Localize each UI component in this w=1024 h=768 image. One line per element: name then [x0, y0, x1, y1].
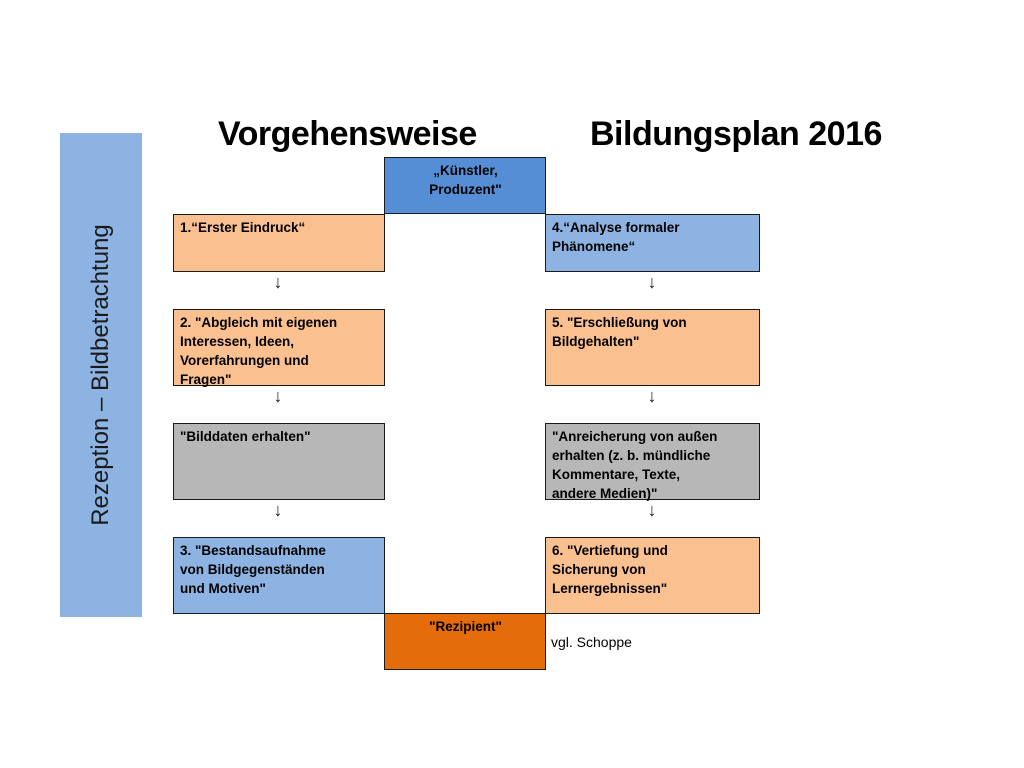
step1-label: 1.“Erster Eindruck“ — [180, 220, 306, 235]
step3-label: 3. "Bestandsaufnahme von Bildgegenständen und Motiven" — [180, 543, 326, 596]
step5-box — [545, 309, 760, 386]
image-data-label: "Bilddaten erhalten" — [180, 429, 311, 444]
step3-box — [173, 537, 385, 614]
image-data-box — [173, 423, 385, 500]
step6-label: 6. "Vertiefung und Sicherung von Lernergebnissen" — [552, 543, 668, 596]
title-left: Vorgehensweise — [218, 115, 477, 153]
step2-label: 2. "Abgleich mit eigenen Interessen, Ideen, Vorerfahrungen und Fragen" — [180, 315, 338, 387]
enrichment-label: "Anreicherung von außen erhalten (z. b. mündliche Kommentare, Texte, andere Medien)" — [552, 429, 718, 501]
arrow-down-icon: ↓ — [273, 500, 283, 520]
step4-label: 4.“Analyse formaler Phänomene“ — [552, 220, 680, 254]
step1-box — [173, 214, 385, 272]
arrow-down-icon: ↓ — [273, 386, 283, 406]
producer-box — [384, 157, 546, 214]
enrichment-box — [545, 423, 760, 500]
recipient-box — [384, 613, 546, 670]
source-note: vgl. Schoppe — [551, 634, 632, 650]
step5-label: 5. "Erschließung von Bildgehalten" — [552, 315, 687, 349]
producer-label: „Künstler, Produzent" — [429, 163, 502, 197]
side-label-text: Rezeption – Bildbetrachtung — [87, 224, 114, 526]
arrow-down-icon: ↓ — [647, 386, 657, 406]
side-label-bar — [60, 133, 142, 617]
recipient-label: "Rezipient" — [429, 619, 502, 634]
title-right: Bildungsplan 2016 — [590, 115, 882, 153]
step4-box — [545, 214, 760, 272]
step6-box — [545, 537, 760, 614]
arrow-down-icon: ↓ — [273, 272, 283, 292]
step2-box — [173, 309, 385, 386]
arrow-down-icon: ↓ — [647, 500, 657, 520]
arrow-down-icon: ↓ — [647, 272, 657, 292]
